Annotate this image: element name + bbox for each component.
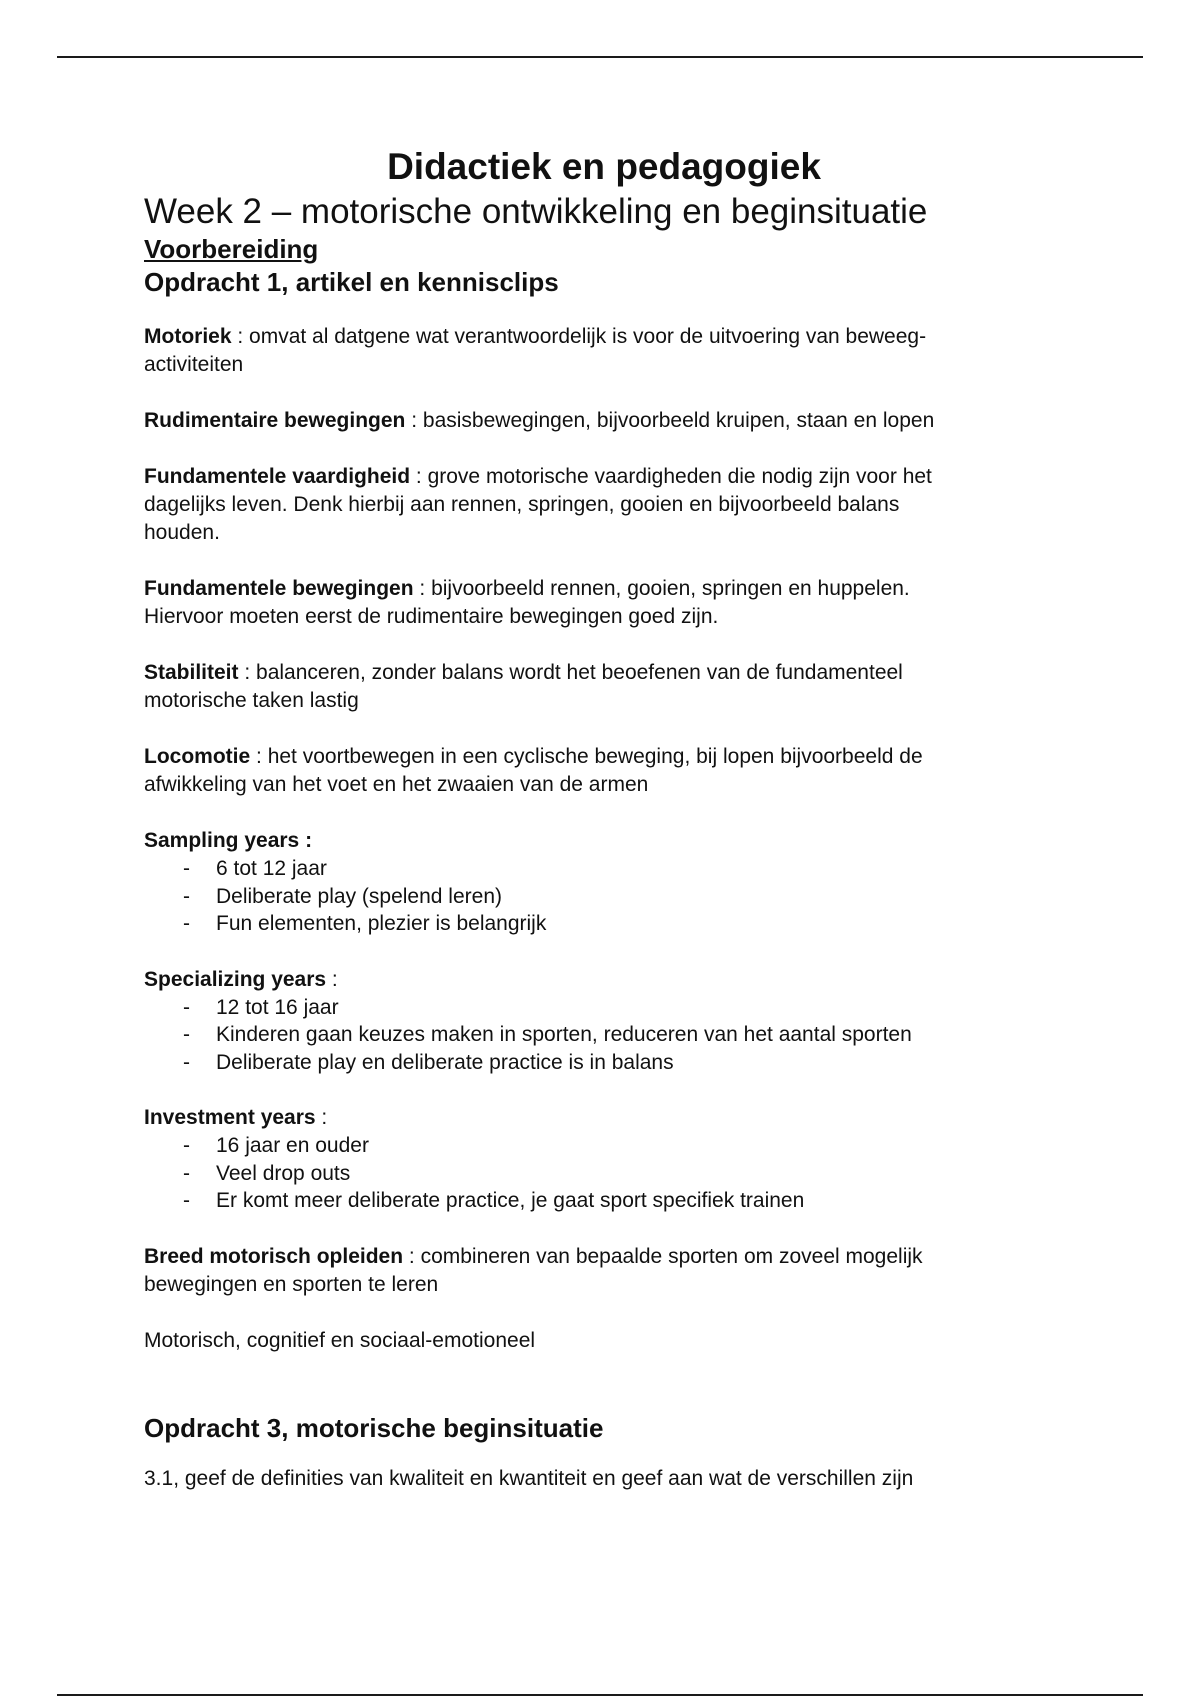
definition-rudimentaire-bewegingen: Rudimentaire bewegingen : basisbewegingen, bijvoorbeeld kruipen, staan en lopen xyxy=(144,409,935,432)
document-body xyxy=(144,143,1064,1493)
phase-list xyxy=(144,994,1064,1077)
list-item: - 16 jaar en ouder xyxy=(183,1134,369,1157)
definition-stabiliteit: Stabiliteit : balanceren, zonder balans wordt het beoefenen van de fundamenteel motorische taken lastig xyxy=(144,661,903,712)
phase-list xyxy=(144,855,1064,938)
definition-term: Motoriek xyxy=(144,325,232,348)
definition-fundamentele-vaardigheid: Fundamentele vaardigheid : grove motorische vaardigheden die nodig zijn voor het dagelijks leven. Denk hierbij aan rennen, springen, gooien en bijvoorbeeld balans houden. xyxy=(144,465,932,544)
top-rule xyxy=(57,56,1143,58)
bottom-rule xyxy=(57,1694,1143,1696)
definition-locomotie: Locomotie : het voortbewegen in een cyclische beweging, bij lopen bijvoorbeeld de afwikkeling van het voet en het zwaaien van de armen xyxy=(144,745,923,796)
definition-term: Fundamentele bewegingen xyxy=(144,577,414,600)
list-item: - 6 tot 12 jaar xyxy=(183,857,327,880)
phase-term: Specializing years xyxy=(144,967,327,991)
phase-list xyxy=(144,1132,1064,1215)
definition-motoriek: Motoriek : omvat al datgene wat verantwoordelijk is voor de uitvoering van beweeg- activiteiten xyxy=(144,325,927,376)
phase-sampling-years xyxy=(144,827,1064,938)
definition-term: Breed motorisch opleiden xyxy=(144,1244,404,1268)
week-title: Week 2 – motorische ontwikkeling en beginsituatie xyxy=(144,192,928,231)
list-item: - Veel drop outs xyxy=(183,1161,351,1185)
phase-term: Investment years xyxy=(144,1106,316,1129)
phase-term: Sampling years : xyxy=(144,829,313,852)
list-item: - 12 tot 16 jaar xyxy=(183,995,339,1019)
assignment-3-question: 3.1, geef de definities van kwaliteit en kwantiteit en geef aan wat de verschillen zijn xyxy=(144,1466,914,1490)
definition-term: Locomotie xyxy=(144,745,251,768)
plain-line: Motorisch, cognitief en sociaal-emotioneel xyxy=(144,1328,536,1352)
preparation-heading: Voorbereiding xyxy=(144,234,319,264)
list-item: - Deliberate play (spelend leren) xyxy=(183,884,502,908)
assignment-3-heading: Opdracht 3, motorische beginsituatie xyxy=(144,1412,604,1443)
definition-term: Stabiliteit xyxy=(144,661,239,684)
definition-breed-motorisch-opleiden: Breed motorisch opleiden : combineren van bepaalde sporten om zoveel mogelijk bewegingen en sporten te leren xyxy=(144,1244,923,1296)
definition-term: Rudimentaire bewegingen xyxy=(144,409,406,432)
list-item: - Er komt meer deliberate practice, je gaat sport specifiek trainen xyxy=(183,1189,805,1212)
document-title: Didactiek en pedagogiek xyxy=(387,146,821,187)
assignment-1-heading: Opdracht 1, artikel en kennisclips xyxy=(144,267,559,297)
definition-fundamentele-bewegingen: Fundamentele bewegingen : bijvoorbeeld rennen, gooien, springen en huppelen. Hiervoor moeten eerst de rudimentaire bewegingen goed zijn. xyxy=(144,577,910,628)
list-item: - Kinderen gaan keuzes maken in sporten, reduceren van het aantal sporten xyxy=(183,1023,912,1046)
definition-term: Fundamentele vaardigheid xyxy=(144,465,411,488)
list-item: - Deliberate play en deliberate practice is in balans xyxy=(183,1050,674,1074)
list-item: - Fun elementen, plezier is belangrijk xyxy=(183,912,547,935)
phase-specializing-years: Specializing years : - 12 tot 16 jaar - Kinderen gaan keuzes maken in sporten, reduceren van het aantal sporten - Deliberate play en deliberate practice is in balans xyxy=(144,966,1064,1077)
phase-investment-years: Investment years : - 16 jaar en ouder - Veel drop outs - Er komt meer deliberate practice, je gaat sport specifiek trainen xyxy=(144,1104,1064,1215)
